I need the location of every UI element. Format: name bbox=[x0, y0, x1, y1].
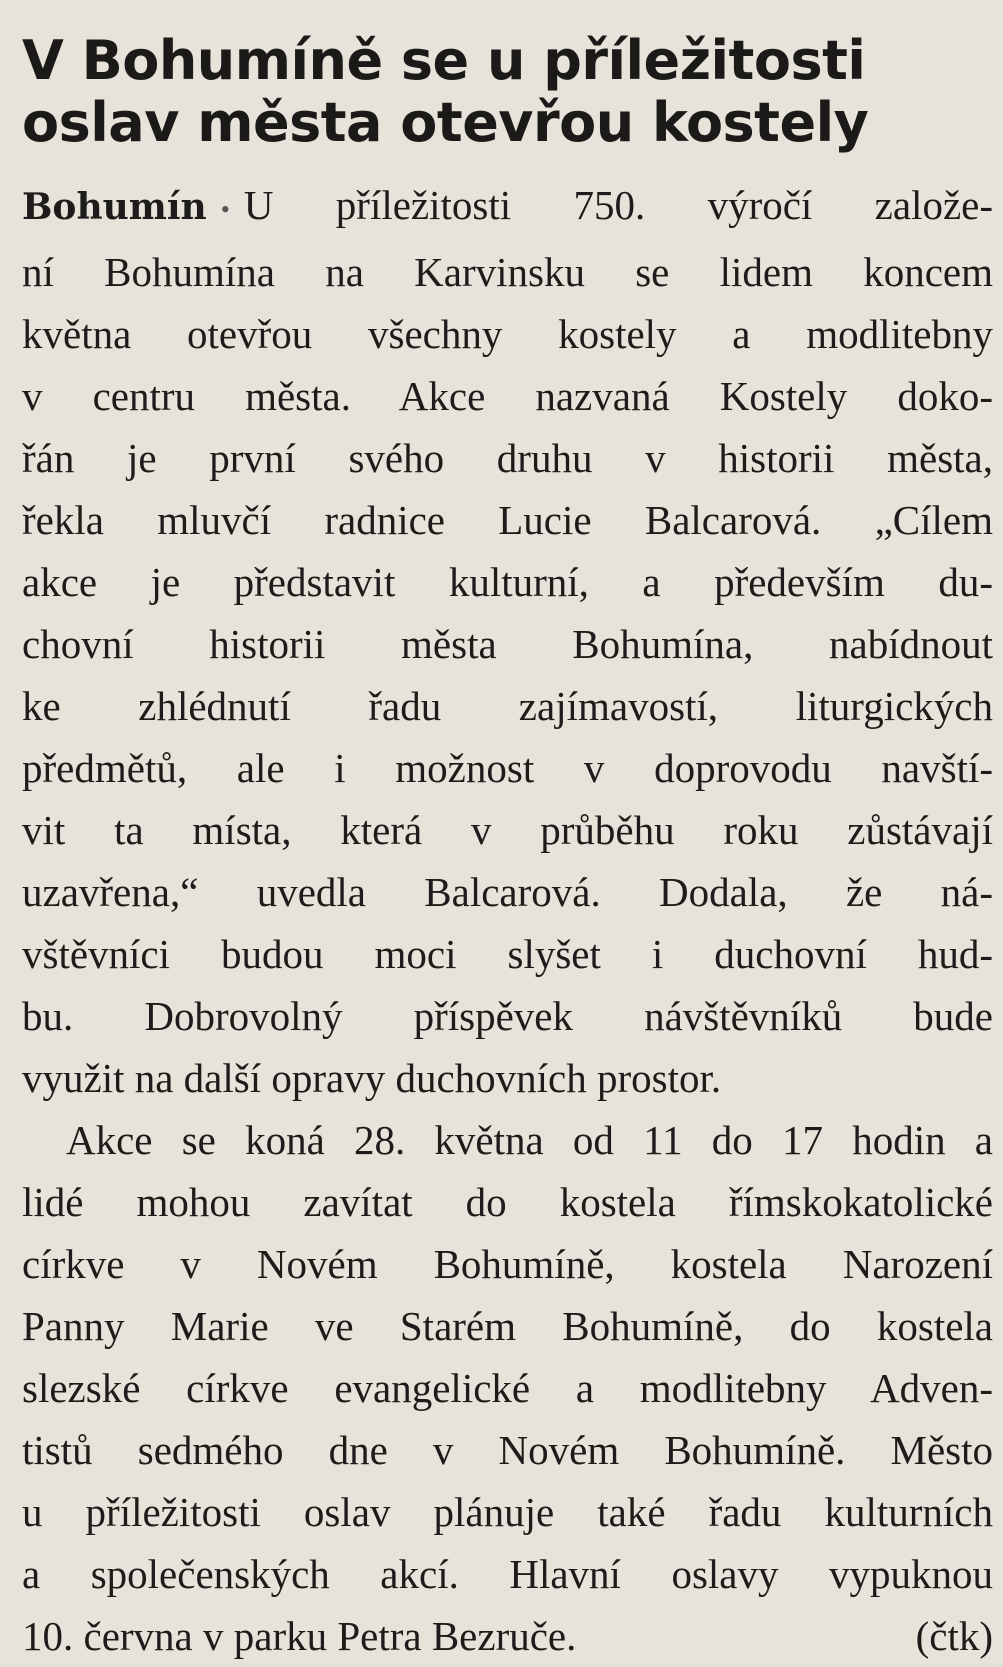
body-line: vštěvníci budou moci slyšet i duchovní hud- bbox=[22, 930, 993, 977]
body-line: uzavřena,“ uvedla Balcarová. Dodala, že ná- bbox=[22, 868, 993, 915]
body-line: řekla mluvčí radnice Lucie Balcarová. „Cílem bbox=[22, 496, 993, 543]
body-line: akce je představit kulturní, a především du- bbox=[22, 558, 993, 605]
body-line: tistů sedmého dne v Novém Bohumíně. Město bbox=[22, 1426, 993, 1473]
body-line: a společenských akcí. Hlavní oslavy vypuknou bbox=[22, 1550, 993, 1597]
body-line: Akce se koná 28. května od 11 do 17 hodin a bbox=[66, 1116, 993, 1163]
body-line: lidé mohou zavítat do kostela římskokatolické bbox=[22, 1178, 993, 1225]
body-line: slezské církve evangelické a modlitebny Adven- bbox=[22, 1364, 993, 1411]
body-line: vit ta místa, která v průběhu roku zůstávají bbox=[22, 806, 993, 853]
body-line: u příležitosti oslav plánuje také řadu kulturních bbox=[22, 1488, 993, 1535]
agency-signoff: (čtk) bbox=[915, 1612, 993, 1659]
body-line-final bbox=[22, 1605, 993, 1667]
body-line: Panny Marie ve Starém Bohumíně, do kostela bbox=[22, 1302, 993, 1349]
dateline: Bohumín bbox=[22, 186, 207, 228]
body-line: bu. Dobrovolný příspěvek návštěvníků bude bbox=[22, 992, 993, 1039]
bullet-separator: • bbox=[220, 194, 230, 224]
body-line: chovní historii města Bohumína, nabídnout bbox=[22, 620, 993, 667]
body-line: ke zhlédnutí řadu zajímavostí, liturgických bbox=[22, 682, 993, 729]
headline-line-1: V Bohumíně se u příležitosti bbox=[22, 29, 866, 92]
body-line: Bohumín • U příležitosti 750. výročí založe- bbox=[22, 174, 993, 241]
article-headline bbox=[22, 30, 993, 154]
body-line: využit na další opravy duchovních prostor. bbox=[22, 1054, 722, 1101]
body-line: května otevřou všechny kostely a modlitebny bbox=[22, 310, 993, 357]
body-line: v centru města. Akce nazvaná Kostely doko- bbox=[22, 372, 993, 419]
body-line: řán je první svého druhu v historii města, bbox=[22, 434, 993, 481]
body-line: ní Bohumína na Karvinsku se lidem koncem bbox=[22, 248, 993, 295]
body-line: předmětů, ale i možnost v doprovodu navští- bbox=[22, 744, 993, 791]
headline-line-2: oslav města otevřou kostely bbox=[22, 91, 869, 154]
article-body bbox=[22, 174, 993, 1667]
body-line: církve v Novém Bohumíně, kostela Narození bbox=[22, 1240, 993, 1287]
last-line-text: 10. června v parku Petra Bezruče. bbox=[22, 1612, 577, 1659]
